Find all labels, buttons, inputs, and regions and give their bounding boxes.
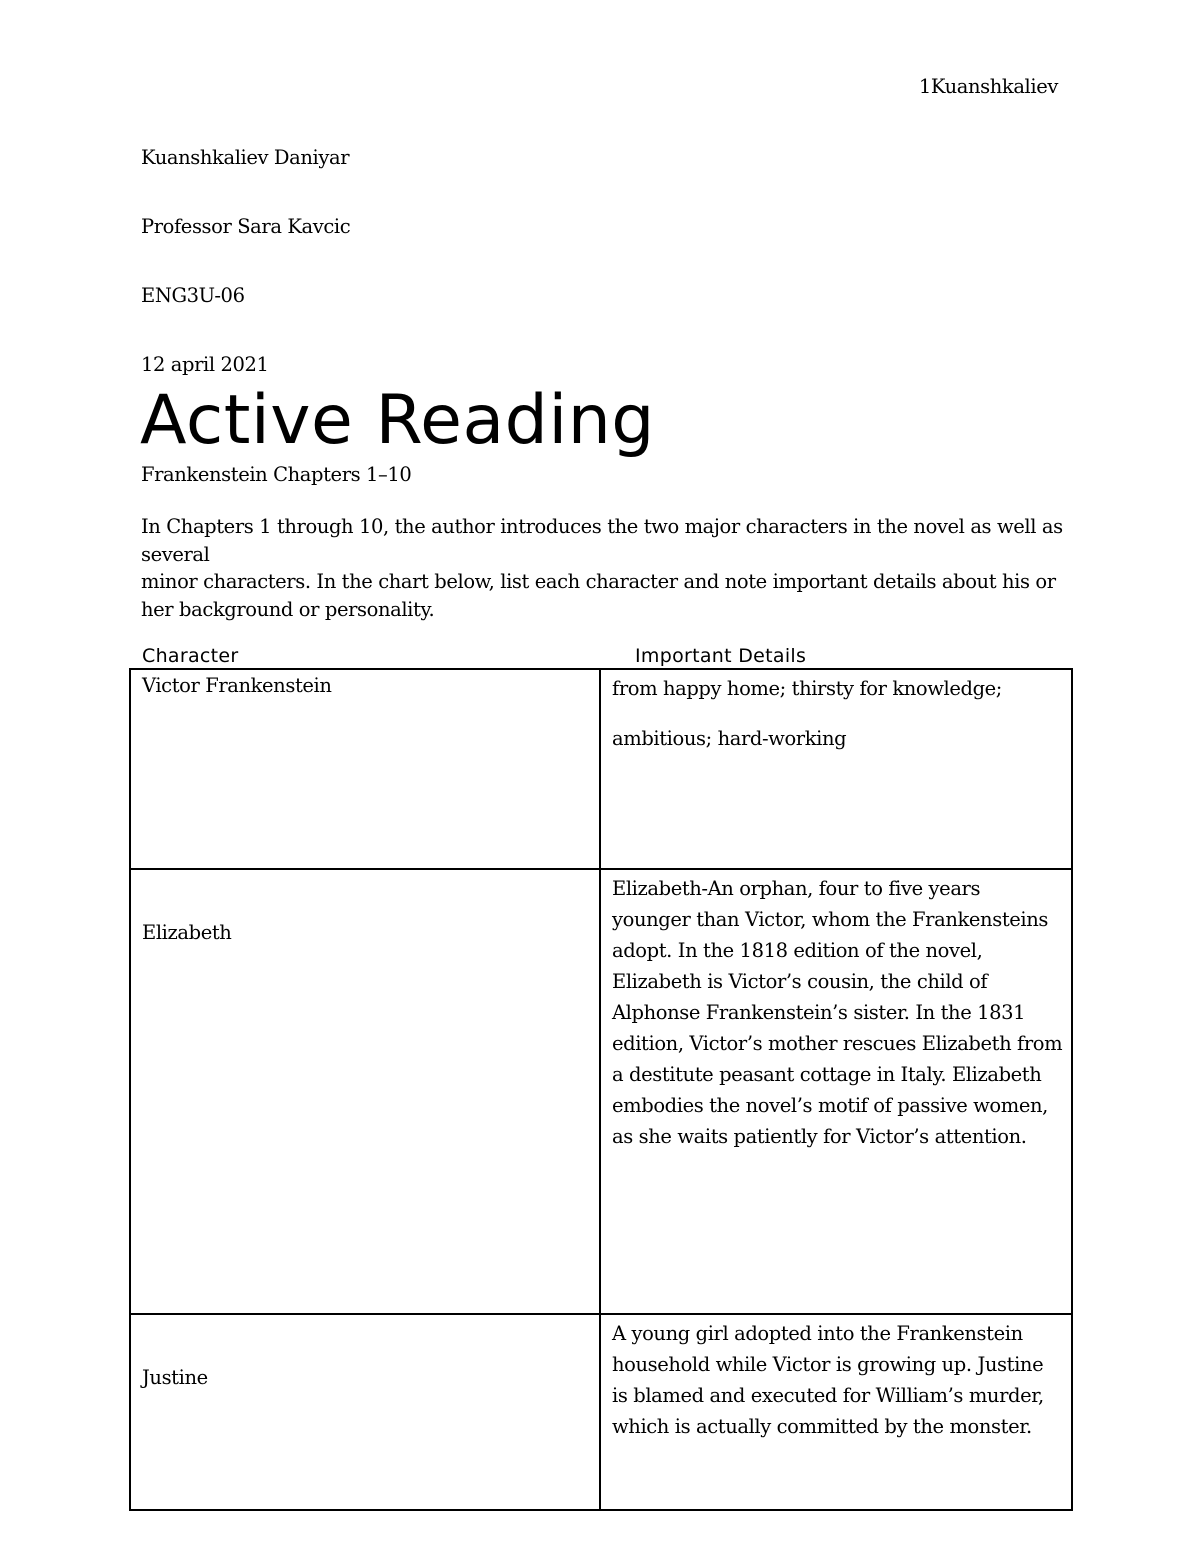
details-line: a destitute peasant cottage in Italy. Elizabeth: [612, 1063, 1042, 1086]
character-cell: [130, 669, 600, 869]
details-line: embodies the novel’s motif of passive women,: [612, 1094, 1048, 1117]
details-line: as she waits patiently for Victor’s attention.: [612, 1125, 1027, 1148]
details-line: household while Victor is growing up. Justine: [612, 1353, 1044, 1376]
details-line: younger than Victor, whom the Frankensteins: [612, 908, 1048, 931]
details-line: from happy home; thirsty for knowledge;: [612, 677, 1002, 700]
details-line: Elizabeth is Victor’s cousin, the child of: [612, 970, 988, 993]
character-name: Justine: [142, 1366, 208, 1389]
character-chart: [129, 668, 1073, 1511]
details-cell: [600, 669, 1072, 869]
character-cell: [130, 1314, 600, 1510]
student-name: Kuanshkaliev Daniyar: [141, 146, 350, 169]
details-line: ambitious; hard-working: [612, 727, 847, 750]
table-row: [130, 869, 1072, 1314]
document-date: 12 april 2021: [141, 353, 269, 376]
table-row: [130, 1314, 1072, 1510]
details-line: Alphonse Frankenstein’s sister. In the 1831: [612, 1001, 1026, 1024]
intro-line: minor characters. In the chart below, list each character and note important details about his or: [141, 570, 1056, 593]
intro-line: several: [141, 542, 210, 566]
details-line: edition, Victor’s mother rescues Elizabeth from: [612, 1032, 1063, 1055]
column-header-details: Important Details: [635, 645, 807, 667]
intro-line: her background or personality.: [141, 597, 435, 621]
document-title: Active Reading: [140, 381, 655, 460]
details-cell: [600, 1314, 1072, 1510]
character-name: Victor Frankenstein: [142, 674, 332, 697]
course-code: ENG3U-06: [141, 284, 245, 307]
details-line: which is actually committed by the monster.: [612, 1415, 1032, 1438]
document-subtitle: Frankenstein Chapters 1–10: [141, 463, 412, 486]
character-cell: [130, 869, 600, 1314]
column-header-character: Character: [142, 645, 239, 667]
character-name: Elizabeth: [142, 921, 232, 944]
professor-name: Professor Sara Kavcic: [141, 215, 351, 238]
details-line: adopt. In the 1818 edition of the novel,: [612, 939, 983, 962]
page-header: 1Kuanshkaliev: [918, 75, 1058, 98]
details-line: is blamed and executed for William’s murder,: [612, 1384, 1044, 1407]
details-cell: [600, 869, 1072, 1314]
table-row: [130, 669, 1072, 869]
intro-line: In Chapters 1 through 10, the author introduces the two major characters in the novel as well as: [141, 515, 1063, 538]
details-line: Elizabeth-An orphan, four to five years: [612, 877, 981, 900]
details-line: A young girl adopted into the Frankenstein: [612, 1322, 1023, 1345]
intro-paragraph: [141, 513, 1061, 623]
